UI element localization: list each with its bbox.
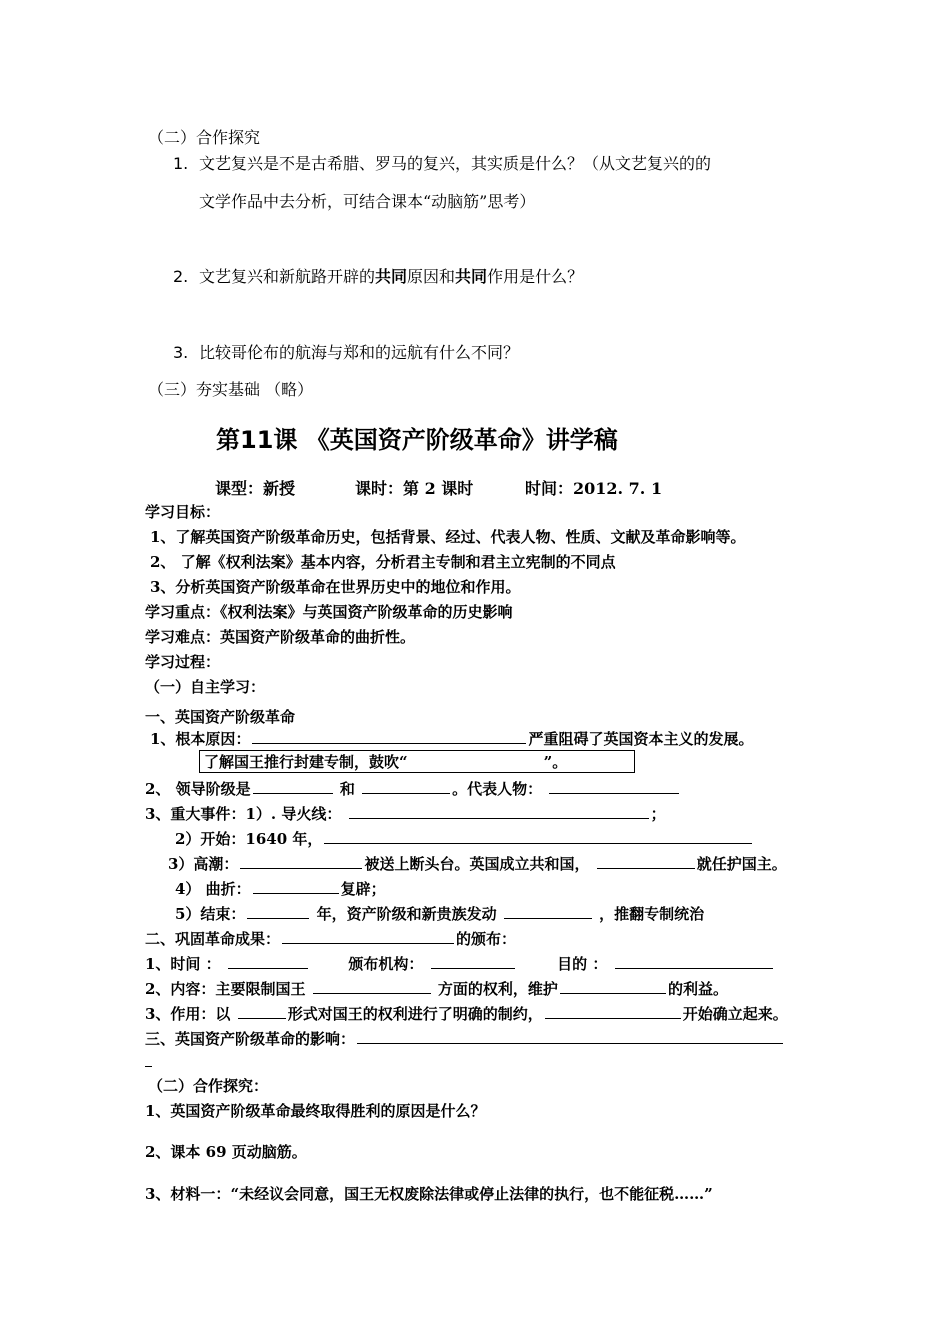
title-text: 课 《英国资产阶级革命》讲学稿	[273, 425, 618, 454]
coop-question-3	[173, 340, 519, 363]
lesson-date: 时间：2012. 7. 1	[525, 479, 663, 498]
line-label: 二、巩固革命成果：	[145, 930, 281, 948]
question-number: 3.	[173, 343, 189, 362]
line-label: 4） 曲折：	[175, 880, 251, 898]
leading-class-line	[145, 778, 681, 799]
line-text: 颁布机构：	[348, 955, 424, 973]
line-text: 就任护国主。	[696, 855, 787, 873]
blank-field[interactable]	[431, 954, 515, 969]
coop2-heading: （二）合作探究：	[148, 1077, 269, 1095]
blank-field[interactable]	[253, 779, 333, 794]
line-text: 的颁布：	[456, 930, 517, 948]
lesson-hours: 课时：第 2 课时	[355, 479, 474, 498]
line-label: 3）高潮：	[168, 855, 239, 873]
blank-field[interactable]	[238, 1004, 286, 1019]
process-heading: 学习过程：	[145, 653, 221, 671]
blank-field[interactable]	[362, 779, 450, 794]
coop-question-1	[173, 151, 711, 174]
title-text: 第	[216, 425, 240, 454]
lesson-type: 课型：新授	[215, 479, 296, 498]
part3-heading	[145, 1028, 785, 1049]
line-text: 年，资产阶级和新贵族发动	[316, 905, 497, 923]
coop2-question-3: 3、材料一：“未经议会同意，国王无权废除法律或停止法律的执行，也不能征税……”	[145, 1185, 713, 1203]
bill-time-line	[145, 953, 775, 974]
emphasis-text: 共同	[375, 267, 408, 286]
blank-field[interactable]	[615, 954, 773, 969]
line-label: 1、时间 ：	[145, 955, 221, 973]
line-label: 三、英国资产阶级革命的影响：	[145, 1030, 356, 1048]
emphasis-text: 共同	[455, 267, 488, 286]
line-text: ，推翻专制统治	[599, 905, 705, 923]
goal-1: 1、了解英国资产阶级革命历史，包括背景、经过、代表人物、性质、文献及革命影响等。	[150, 528, 746, 546]
line-label: 2、 领导阶级是	[145, 780, 251, 798]
blank-field[interactable]	[282, 929, 454, 944]
blank-field[interactable]	[252, 729, 526, 744]
difficult-points: 学习难点：英国资产阶级革命的曲折性。	[145, 628, 416, 646]
hint-text: 了解国王推行封建专制，鼓吹“	[204, 753, 408, 771]
part2-heading	[145, 928, 516, 949]
line-text: 形式对国王的权利进行了明确的制约，	[287, 1005, 543, 1023]
coop-question-1-cont: 文学作品中去分析，可结合课本“动脑筋”思考）	[199, 192, 536, 211]
coop-question-2	[173, 264, 583, 287]
blank-field[interactable]	[357, 1029, 783, 1044]
question-text: 文艺复兴和新航路开辟的	[199, 267, 376, 286]
line-text: 复辟；	[340, 880, 386, 898]
blank-field[interactable]	[247, 904, 309, 919]
question-text: 文艺复兴是不是古希腊、罗马的复兴，其实质是什么？（从文艺复兴的的	[199, 154, 712, 173]
blank-field[interactable]	[228, 954, 308, 969]
blank-field[interactable]	[349, 804, 649, 819]
coop2-question-1: 1、英国资产阶级革命最终取得胜利的原因是什么？	[145, 1102, 486, 1120]
blank-field[interactable]	[145, 1052, 152, 1067]
blank-field[interactable]	[549, 779, 679, 794]
line-text: 方面的权利，维护	[437, 980, 558, 998]
solid-basis-heading: （三）夯实基础 （略）	[148, 380, 314, 399]
line-text: 被送上断头台。英国成立共和国，	[364, 855, 590, 873]
question-text: 作用是什么？	[487, 267, 584, 286]
event-end-line	[175, 903, 704, 924]
line-text: 的利益。	[667, 980, 728, 998]
line-label: 2）开始：1640 年，	[175, 830, 323, 848]
blank-field[interactable]	[545, 1004, 681, 1019]
question-number: 2.	[173, 267, 189, 286]
line-label: 1、根本原因：	[150, 730, 251, 748]
line-text: 和	[339, 780, 355, 798]
blank-field[interactable]	[504, 904, 592, 919]
major-events-line	[145, 803, 666, 824]
coop-heading: （二）合作探究	[148, 128, 261, 147]
blank-field[interactable]	[597, 854, 695, 869]
line-text: 。代表人物：	[452, 780, 543, 798]
event-climax-line	[168, 853, 787, 874]
key-points: 学习重点：《权利法案》与英国资产阶级革命的历史影响	[145, 603, 513, 621]
question-text: 原因和	[407, 267, 456, 286]
line-text: 严重阻碍了英国资本主义的发展。	[528, 730, 754, 748]
event-setback-line	[175, 878, 386, 899]
line-label: 3、作用：以	[145, 1005, 231, 1023]
lesson-title	[216, 420, 618, 455]
blank-field[interactable]	[324, 829, 752, 844]
title-number: 11	[240, 426, 274, 454]
bill-content-line	[145, 978, 728, 999]
event-start-line	[175, 828, 754, 849]
line-text: 目的 ：	[557, 955, 608, 973]
blank-field[interactable]	[313, 979, 431, 994]
goals-heading: 学习目标：	[145, 503, 221, 521]
line-text: 开始确立起来。	[682, 1005, 788, 1023]
hint-box	[199, 750, 635, 773]
line-label: 5）结束：	[175, 905, 246, 923]
question-number: 1.	[173, 154, 189, 173]
bill-effect-line	[145, 1003, 788, 1024]
root-cause-line	[150, 728, 753, 749]
goal-2: 2、 了解《权利法案》基本内容，分析君主专制和君主立宪制的不同点	[150, 553, 616, 571]
line-label: 3、重大事件：1）. 导火线：	[145, 805, 342, 823]
goal-3: 3、分析英国资产阶级革命在世界历史中的地位和作用。	[150, 578, 521, 596]
blank-field[interactable]	[253, 879, 339, 894]
line-text: ；	[650, 805, 666, 823]
hint-text: ”。	[543, 753, 568, 771]
part1-heading: 一、英国资产阶级革命	[145, 708, 296, 726]
coop2-question-2: 2、课本 69 页动脑筋。	[145, 1143, 307, 1161]
question-text: 比较哥伦布的航海与郑和的远航有什么不同？	[199, 343, 520, 362]
line-label: 2、内容：主要限制国王	[145, 980, 306, 998]
self-study-heading: （一）自主学习：	[145, 678, 266, 696]
blank-field[interactable]	[240, 854, 362, 869]
blank-field[interactable]	[560, 979, 666, 994]
